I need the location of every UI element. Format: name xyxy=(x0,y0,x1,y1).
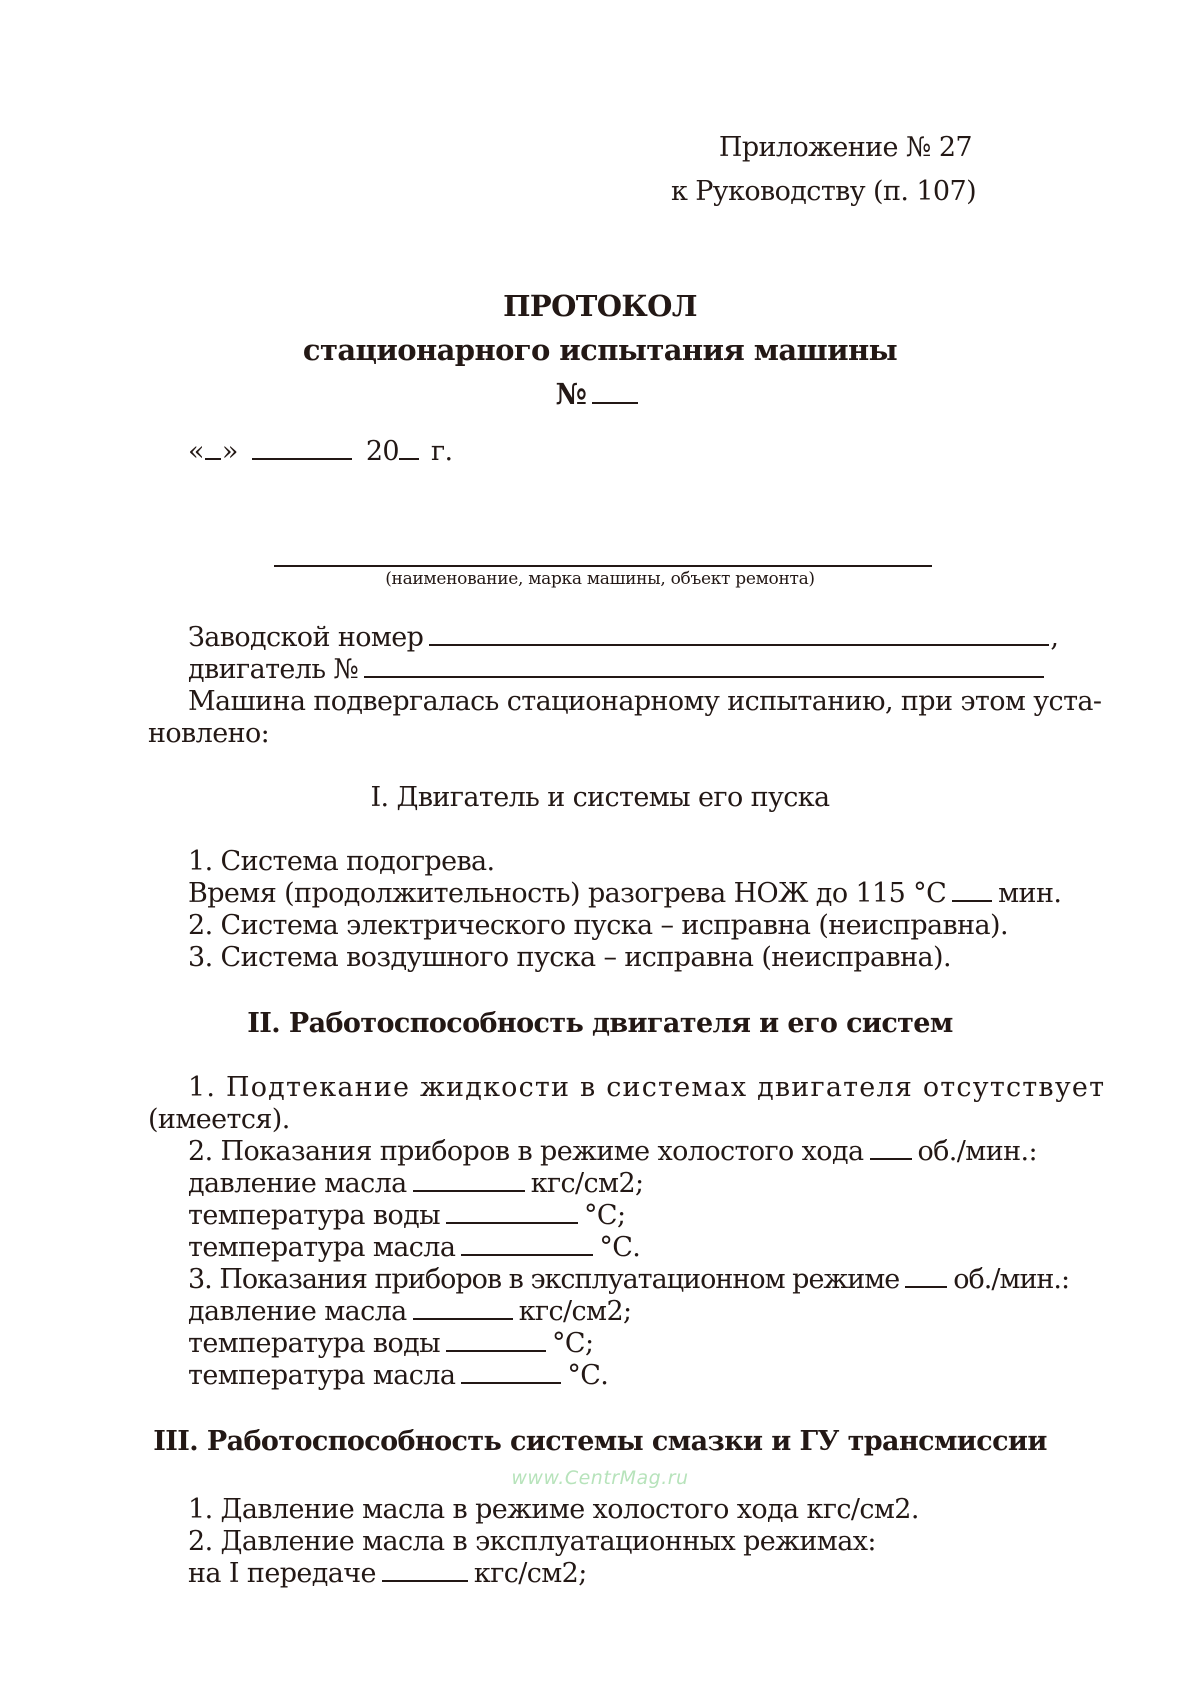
intro-line-2: новлено: xyxy=(148,718,270,749)
protocol-number-field[interactable] xyxy=(592,402,638,404)
section-1-heading: I. Двигатель и системы его пуска xyxy=(370,782,830,813)
section-1-item-3: 3. Система воздушного пуска – исправна (неисправна). xyxy=(188,942,951,973)
idle-water-temp-field[interactable] xyxy=(446,1222,578,1224)
date-line: « » 20 г. xyxy=(188,436,453,467)
year-field[interactable] xyxy=(399,458,419,460)
idle-oil-pressure-field[interactable] xyxy=(413,1190,525,1192)
section-3-heading: III. Работоспособность системы смазки и ГУ трансмиссии xyxy=(153,1426,1047,1457)
protocol-number xyxy=(0,378,1200,410)
document-subtitle: стационарного испытания машины xyxy=(302,333,898,367)
section-2-item-1-line-2: (имеется). xyxy=(148,1104,290,1135)
section-1-item-1: 1. Система подогрева. xyxy=(188,846,495,877)
operating-water-temp-field[interactable] xyxy=(446,1350,546,1352)
idle-water-temp-row: температура воды °С; xyxy=(188,1200,626,1231)
idle-oil-pressure-row: давление масла кгс/см2; xyxy=(188,1168,644,1199)
serial-number-row: Заводской номер , xyxy=(188,622,1059,653)
operating-oil-pressure-field[interactable] xyxy=(413,1318,513,1320)
operating-oil-temp-field[interactable] xyxy=(461,1382,561,1384)
appendix-reference: к Руководству (п. 107) xyxy=(670,176,976,207)
engine-number-row: двигатель № xyxy=(188,654,1050,686)
machine-name-caption: (наименование, марка машины, объект ремонта) xyxy=(385,569,815,589)
section-2-heading: II. Работоспособность двигателя и его систем xyxy=(247,1008,953,1039)
warmup-time-field[interactable] xyxy=(952,900,992,902)
idle-oil-temp-row: температура масла °С. xyxy=(188,1232,641,1263)
gear-1-pressure-row: на I передаче кгс/см2; xyxy=(188,1558,587,1589)
section-1-item-2: 2. Система электрического пуска – исправна (неисправна). xyxy=(188,910,1008,941)
section-2-item-2: 2. Показания приборов в режиме холостого хода об./мин.: xyxy=(188,1136,1037,1167)
section-3-item-2: 2. Давление масла в эксплуатационных режимах: xyxy=(188,1526,876,1557)
watermark: www.CentrMag.ru xyxy=(511,1467,689,1489)
intro-line-1: Машина подвергалась стационарному испытанию, при этом уста- xyxy=(188,686,1102,717)
operating-rpm-field[interactable] xyxy=(905,1286,947,1288)
section-1-item-1-detail: Время (продолжительность) разогрева НОЖ до 115 °С мин. xyxy=(188,878,1062,909)
section-2-item-1-line-1: 1. Подтекание жидкости в системах двигателя отсутствует xyxy=(188,1072,1106,1103)
section-3-item-1: 1. Давление масла в режиме холостого хода кгс/см2. xyxy=(188,1494,919,1525)
operating-oil-pressure-row: давление масла кгс/см2; xyxy=(188,1296,632,1327)
idle-rpm-field[interactable] xyxy=(870,1158,912,1160)
number-sign: № xyxy=(555,377,587,411)
machine-name-field[interactable] xyxy=(274,565,932,567)
appendix-number: Приложение № 27 xyxy=(718,132,972,163)
month-field[interactable] xyxy=(252,458,352,460)
engine-number-field[interactable] xyxy=(364,676,1044,678)
operating-oil-temp-row: температура масла °С. xyxy=(188,1360,609,1391)
document-title: ПРОТОКОЛ xyxy=(503,289,697,323)
operating-water-temp-row: температура воды °С; xyxy=(188,1328,594,1359)
day-field[interactable] xyxy=(205,458,221,460)
section-2-item-3: 3. Показания приборов в эксплуатационном режиме об./мин.: xyxy=(188,1264,1070,1295)
serial-number-field[interactable] xyxy=(429,644,1049,646)
gear-1-pressure-field[interactable] xyxy=(382,1580,468,1582)
idle-oil-temp-field[interactable] xyxy=(461,1254,593,1256)
